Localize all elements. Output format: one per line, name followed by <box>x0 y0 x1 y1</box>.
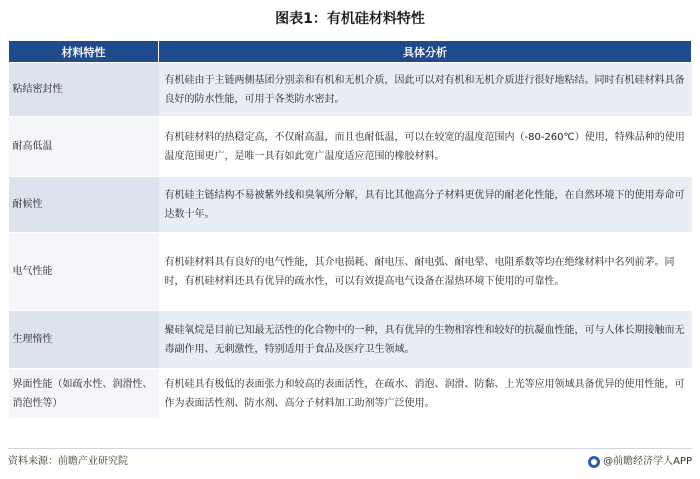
table-row <box>9 177 692 233</box>
brand-text: @前瞻经济学人APP <box>603 456 692 467</box>
table-row <box>9 311 692 369</box>
property-cell: 耐候性 <box>9 177 159 233</box>
properties-table <box>8 40 692 419</box>
chart-title: 图表1：有机硅材料特性 <box>275 11 425 27</box>
header-property: 材料特性 <box>9 41 159 63</box>
analysis-cell: 有机硅主链结构不易被紫外线和臭氧所分解，具有比其他高分子材料更优异的耐老化性能，在自然环境下的使用寿命可达数十年。 <box>159 177 692 233</box>
analysis-cell: 聚硅氧烷是目前已知最无活性的化合物中的一种，具有优异的生物相容性和较好的抗凝血性能，可与人体长期接触而无毒副作用、无刺激性，特别适用于食品及医疗卫生领域。 <box>159 311 692 369</box>
header-analysis: 具体分析 <box>159 41 692 63</box>
source-note: 资料来源：前瞻产业研究院 <box>8 456 128 467</box>
table-row <box>9 63 692 117</box>
analysis-cell: 有机硅材料的热稳定高，不仅耐高温，而且也耐低温，可以在较宽的温度范围内（-80-260℃）使用，特殊品种的使用温度范围更广，是唯一具有如此宽广温度适应范围的橡胶材料。 <box>159 117 692 177</box>
analysis-cell: 有机硅材料具有良好的电气性能，其介电损耗、耐电压、耐电弧、耐电晕、电阻系数等均在绝缘材料中名列前茅。同时，有机硅材料还具有优异的疏水性，可以有效提高电气设备在湿热环境下使用的可靠性。 <box>159 233 692 311</box>
brand-credit <box>588 452 692 472</box>
footer-divider <box>8 448 692 449</box>
analysis-cell: 有机硅具有极低的表面张力和较高的表面活性，在疏水、消泡、润滑、防黏、上光等应用领域具备优异的使用性能，可作为表面活性剂、防水剂、高分子材料加工助剂等广泛使用。 <box>159 369 692 419</box>
table-row <box>9 233 692 311</box>
table-header-row <box>9 41 692 63</box>
property-cell: 电气性能 <box>9 233 159 311</box>
table-row <box>9 117 692 177</box>
table-row <box>9 369 692 419</box>
property-cell: 生理惰性 <box>9 311 159 369</box>
qianzhan-logo-icon <box>588 456 600 468</box>
property-cell: 界面性能（如疏水性、润滑性、消泡性等） <box>9 369 159 419</box>
property-cell: 耐高低温 <box>9 117 159 177</box>
analysis-cell: 有机硅由于主链两侧基团分别亲和有机和无机介质，因此可以对有机和无机介质进行很好地粘结。同时有机硅材料具备良好的防水性能，可用于各类防水密封。 <box>159 63 692 117</box>
footer <box>8 452 692 472</box>
property-cell: 粘结密封性 <box>9 63 159 117</box>
